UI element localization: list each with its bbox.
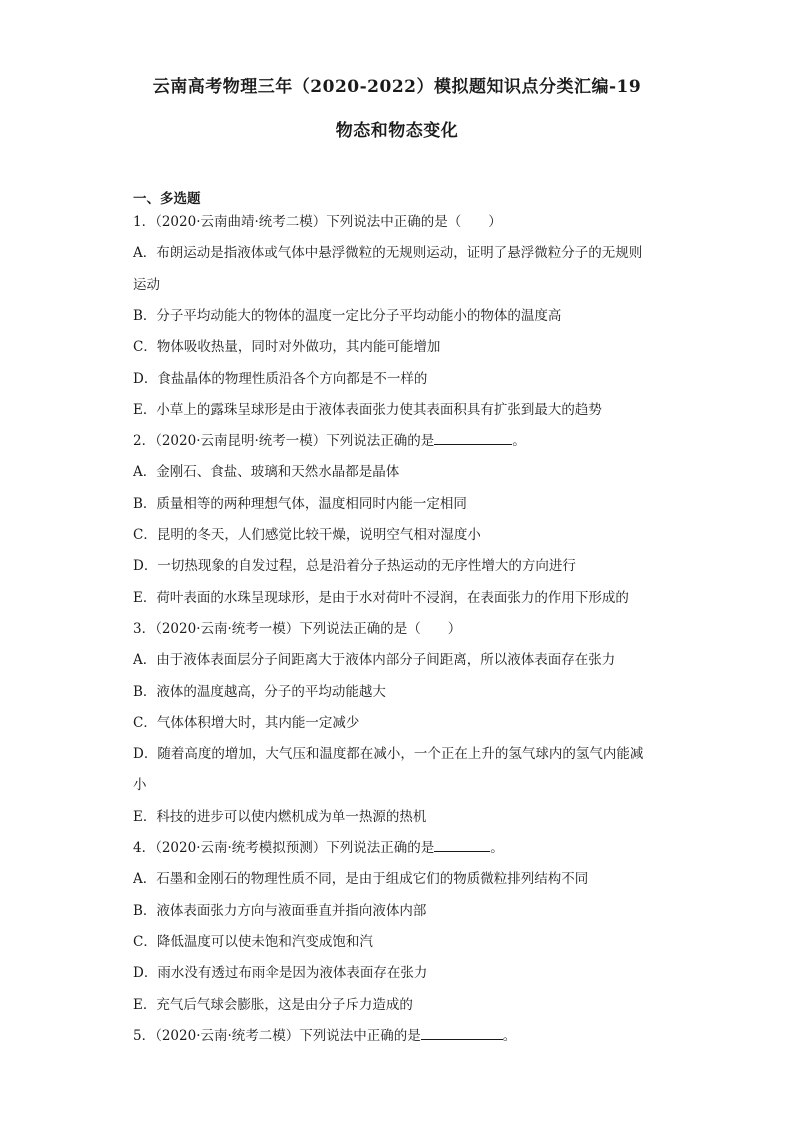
question-option: A．金刚石、食盐、玻璃和天然水晶都是晶体 (133, 464, 400, 481)
question-stem-text: 3．（2020·云南·统考一模）下列说法正确的是（ ） (133, 620, 462, 637)
question-option: B．分子平均动能大的物体的温度一定比分子平均动能小的物体的温度高 (133, 307, 562, 324)
answer-blank (434, 432, 512, 445)
document-subtitle: 物态和物态变化 (335, 121, 459, 141)
question-stem (133, 839, 673, 857)
question-stem-text: 2．（2020·云南昆明·统考一模）下列说法正确的是 (133, 433, 435, 450)
question-option: 运动 (133, 276, 160, 293)
question-stem (133, 432, 673, 450)
question-option: E．科技的进步可以使内燃机成为单一热源的热机 (133, 808, 427, 825)
question-option: C．物体吸收热量，同时对外做功，其内能可能增加 (133, 339, 441, 356)
question-option: D．食盐晶体的物理性质沿各个方向都是不一样的 (133, 370, 428, 387)
question-stem-text: 4．（2020·云南·统考模拟预测）下列说法正确的是 (133, 840, 435, 856)
document-title: 云南高考物理三年（2020-2022）模拟题知识点分类汇编-19 (152, 77, 642, 97)
question-option: B．液体的温度越高，分子的平均动能越大 (133, 683, 386, 700)
question-stem-text: 1．（2020·云南曲靖·统考二模）下列说法中正确的是（ ） (133, 214, 502, 230)
question-option: 小 (133, 777, 147, 794)
question-option: C．昆明的冬天，人们感觉比较干燥，说明空气相对湿度小 (133, 527, 481, 543)
question-option: B．液体表面张力方向与液面垂直并指向液体内部 (133, 902, 427, 919)
question-option: A．石墨和金刚石的物理性质不同，是由于组成它们的物质微粒排列结构不同 (133, 871, 589, 888)
question-option: C．气体体积增大时，其内能一定减少 (133, 714, 360, 731)
question-option: A．布朗运动是指液体或气体中悬浮微粒的无规则运动，证明了悬浮微粒分子的无规则 (133, 245, 643, 262)
answer-blank (434, 839, 490, 852)
question-option: B．质量相等的两种理想气体，温度相同时内能一定相同 (133, 495, 467, 512)
section-heading: 一、多选题 (133, 191, 201, 207)
question-stem-text: 5．（2020·云南·统考二模）下列说法中正确的是 (133, 1027, 421, 1044)
question-stem (133, 213, 673, 231)
question-stem (133, 620, 673, 638)
answer-blank (421, 1027, 503, 1040)
question-stem-end: 。 (490, 840, 504, 856)
question-option: D．雨水没有透过布雨伞是因为液体表面存在张力 (133, 965, 428, 982)
question-option: E．小草上的露珠呈球形是由于液体表面张力使其表面积具有扩张到最大的趋势 (133, 401, 602, 418)
question-option: E．荷叶表面的水珠呈现球形，是由于水对荷叶不浸润，在表面张力的作用下形成的 (133, 589, 629, 606)
question-stem-end: 。 (512, 433, 526, 450)
question-option: E．充气后气球会膨胀，这是由分子斥力造成的 (133, 996, 413, 1013)
question-option: C．降低温度可以使未饱和汽变成饱和汽 (133, 933, 373, 950)
question-stem (133, 1027, 673, 1045)
question-option: D．一切热现象的自发过程，总是沿着分子热运动的无序性增大的方向进行 (133, 558, 576, 575)
question-stem-end: 。 (502, 1027, 517, 1044)
question-option: A．由于液体表面层分子间距离大于液体内部分子间距离，所以液体表面存在张力 (133, 652, 616, 669)
question-option: D．随着高度的增加，大气压和温度都在减小，一个正在上升的氢气球内的氢气内能减 (133, 746, 644, 763)
